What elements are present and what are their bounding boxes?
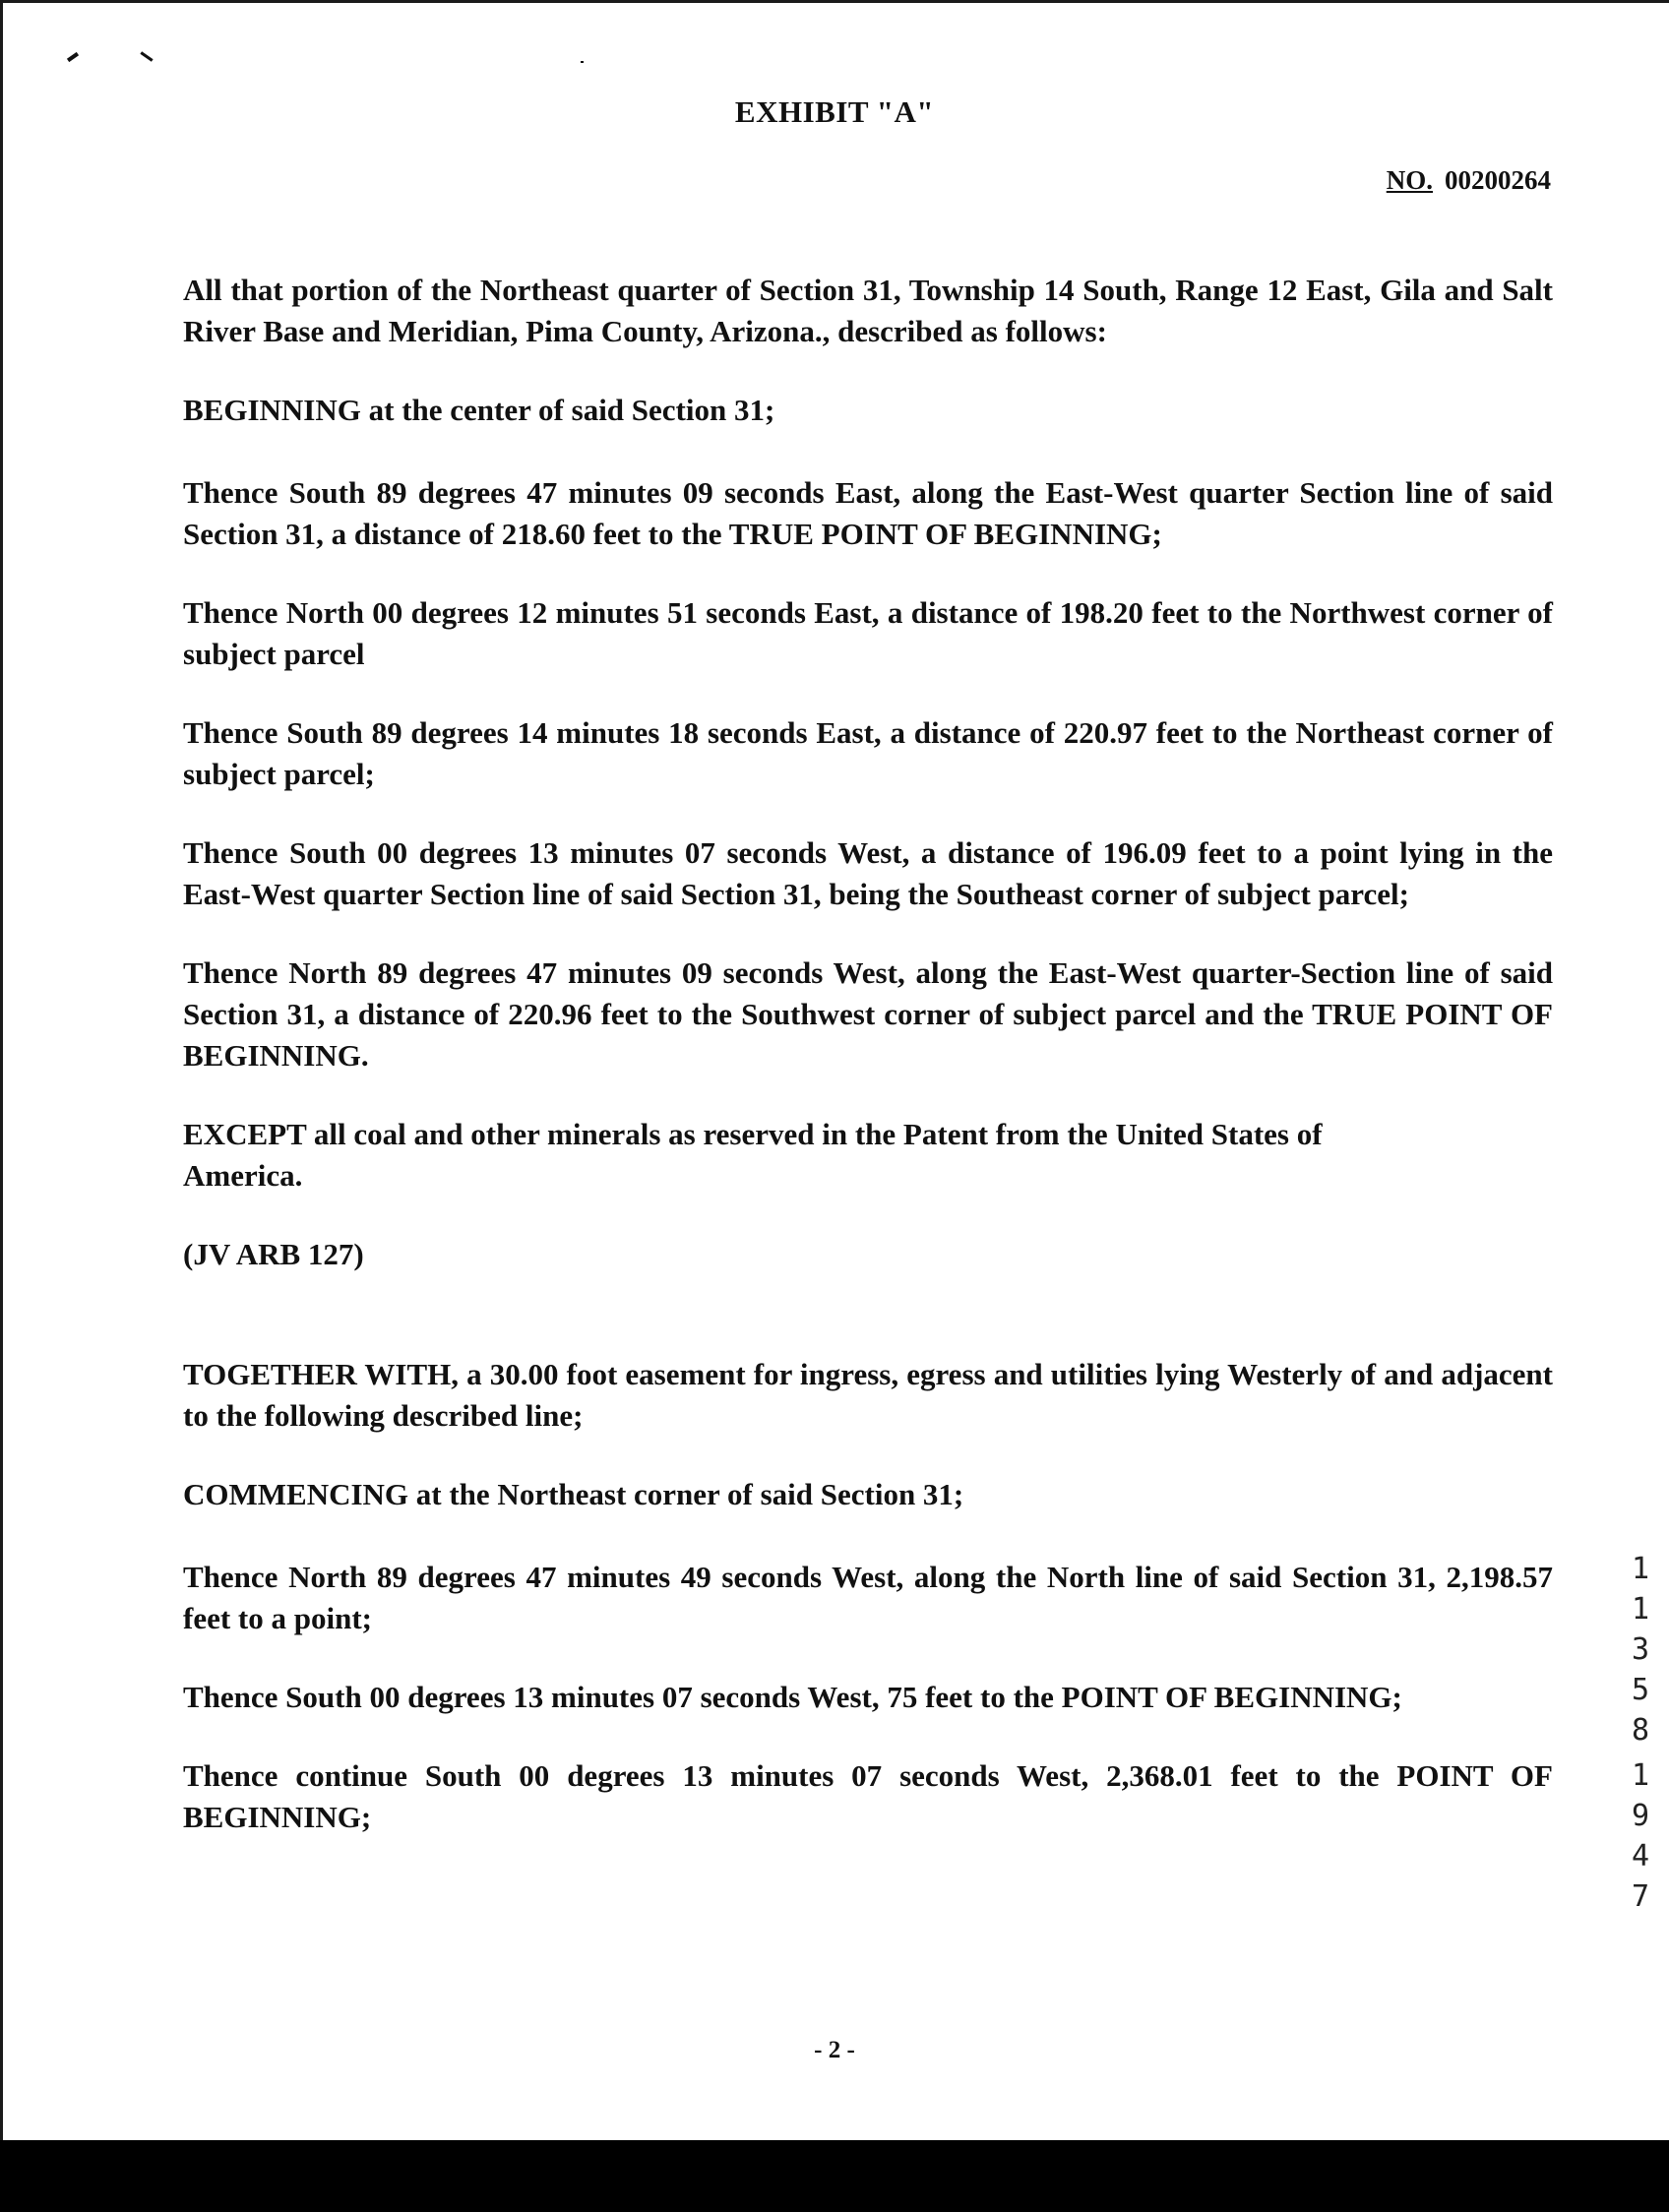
stamp-digit: 3 — [1631, 1632, 1650, 1667]
document-number-value: 00200264 — [1445, 165, 1551, 195]
document-number — [1387, 165, 1551, 196]
legal-description — [183, 270, 1553, 1838]
paragraph: Thence North 89 degrees 47 minutes 09 seconds West, along the East-West quarter-Section line of said Section 31, a distance of 220.96 feet to the Southwest corner of subject parcel and the TRUE POINT OF BEGINNING. — [183, 955, 1553, 1073]
stamp-digit: 7 — [1631, 1879, 1650, 1914]
scan-border-top — [0, 0, 1669, 3]
paragraph: (JV ARB 127) — [183, 1237, 364, 1271]
document-number-label: NO. — [1386, 165, 1433, 195]
stamp-digit: 1 — [1631, 1592, 1650, 1627]
paragraph: Thence South 89 degrees 14 minutes 18 seconds East, a distance of 220.97 feet to the Northeast corner of subject parcel; — [183, 715, 1553, 791]
paragraph: EXCEPT all coal and other minerals as reserved in the Patent from the United States of America. — [183, 1117, 1323, 1193]
stamp-digit: 5 — [1631, 1673, 1650, 1707]
scan-speck — [581, 61, 584, 63]
paragraph: Thence North 00 degrees 12 minutes 51 seconds East, a distance of 198.20 feet to the Northwest corner of subject parcel — [183, 595, 1553, 671]
scan-speck — [140, 51, 153, 61]
scan-border-left — [0, 0, 3, 2140]
scan-speck — [67, 52, 79, 62]
paragraph: Thence South 00 degrees 13 minutes 07 seconds West, 75 feet to the POINT OF BEGINNING; — [183, 1680, 1402, 1714]
page-number: - 2 - — [814, 2037, 855, 2063]
paragraph: All that portion of the Northeast quarter of Section 31, Township 14 South, Range 12 East, Gila and Salt River Base and Meridian, Pima County, Arizona., described as follows: — [183, 273, 1553, 348]
paragraph: Thence continue South 00 degrees 13 minutes 07 seconds West, 2,368.01 feet to the POINT OF BEGINNING; — [183, 1758, 1553, 1834]
stamp-digit: 8 — [1631, 1713, 1650, 1748]
paragraph: BEGINNING at the center of said Section 31; — [183, 393, 775, 427]
stamp-digit: 9 — [1631, 1799, 1650, 1833]
stamp-digit: 1 — [1631, 1552, 1650, 1586]
paragraph: TOGETHER WITH, a 30.00 foot easement for ingress, egress and utilities lying Westerly of and adjacent to the following described line; — [183, 1357, 1553, 1433]
paragraph: COMMENCING at the Northeast corner of said Section 31; — [183, 1477, 964, 1511]
scan-border-bottom — [0, 2140, 1669, 2212]
page-title: EXHIBIT "A" — [734, 94, 935, 129]
recording-stamp-upper — [1626, 1549, 1655, 1751]
stamp-digit: 1 — [1631, 1758, 1650, 1793]
paragraph: Thence South 00 degrees 13 minutes 07 seconds West, a distance of 196.09 feet to a point lying in the East-West quarter Section line of said Section 31, being the Southeast corner of subject parcel; — [183, 835, 1553, 911]
recording-stamp-lower — [1626, 1755, 1655, 1917]
paragraph: Thence South 89 degrees 47 minutes 09 seconds East, along the East-West quarter Section line of said Section 31, a distance of 218.60 feet to the TRUE POINT OF BEGINNING; — [183, 475, 1553, 551]
paragraph: Thence North 89 degrees 47 minutes 49 seconds West, along the North line of said Section 31, 2,198.57 feet to a point; — [183, 1560, 1553, 1635]
stamp-digit: 4 — [1631, 1839, 1650, 1874]
